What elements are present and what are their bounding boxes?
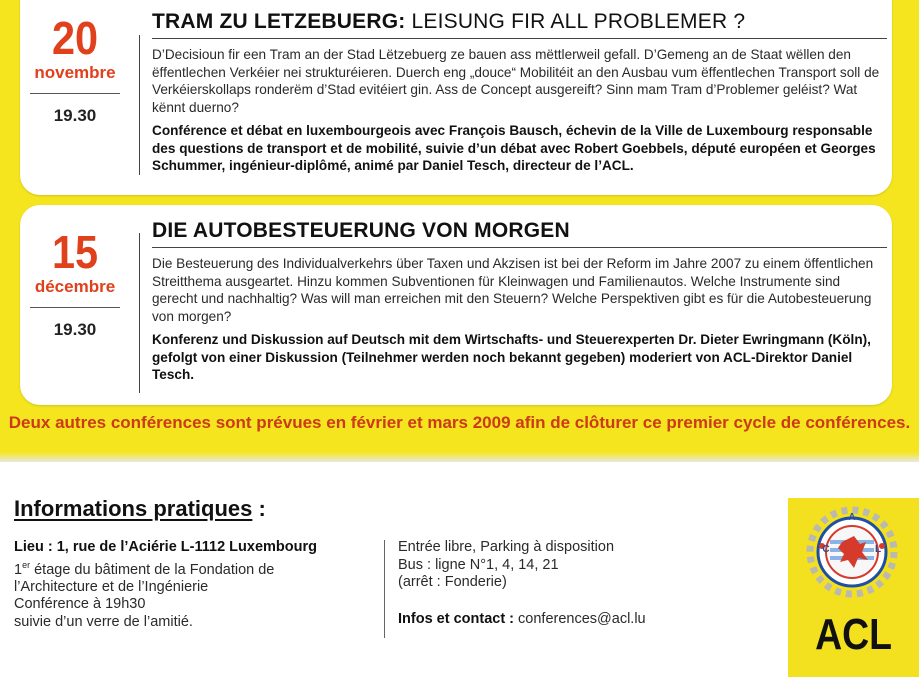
info-line-4: Conférence à 19h30 [14,596,146,613]
info-line-3: l’Architecture et de l’Ingénierie [14,578,209,595]
info-floor [14,557,364,579]
event-1-details: Conférence et débat en luxembourgeois avec François Bausch, échevin de la Ville de Luxembourg responsable des questions de transport et de mobilité, suivie d’un débat avec Robert Goebbels, député européen et Georges Schummer, ingénieur-diplômé, animé par Daniel Tesch, directeur de l’ACL. [152,123,876,173]
emblem-letter-a: A [848,512,856,523]
event-2-title-rule [152,247,887,248]
acl-logo [788,498,919,677]
event-1-title-main: TRAM ZU LETZEBUERG: [152,10,406,33]
event-2-details: Konferenz und Diskussion auf Deutsch mit dem Wirtschafts- und Steuerexperten Dr. Dieter Ewringmann (Köln), gefolgt von einer Diskussion (Teilnehmer werden noch bekannt gegeben) moderiert von ACL-Direktor Daniel Tesch. [152,332,871,382]
info-entry: Entrée libre, Parking à disposition [398,539,615,555]
event-1-time: 19.30 [53,106,97,125]
event-1-title-rest: LEISUNG FIR ALL PROBLEMER ? [405,10,746,33]
info-line-5: suivie d’un verre de l’amitié. [14,613,193,630]
event-1-day: 20 [51,12,99,64]
footer-note: Deux autres conférences sont prévues en février et mars 2009 afin de clôturer ce premier cycle de conférences. [8,413,911,432]
info-title-suffix: : [252,496,266,521]
event-2-day: 15 [51,226,99,278]
event-1-description: D’Decisioun fir een Tram an der Stad Lëtzebuerg ze bauen ass mëttlerweil gefall. D’Gemeng an de Staat wëllen den ëffentlechen Verkéier nei strukturéieren. Duerch eng „douce“ Mobilitéit an den Ausbau vum ëffentlechen Transport soll de Verkéierskollaps ronderëm d’Stad evitéiert gin. Ass de Concept ausgereift? Sinn mam Tram d’Problemer geléist? Wat kënnt duerno? [152,47,880,115]
info-title-text: Informations pratiques [14,496,253,521]
event-2-vertical-divider [139,233,140,393]
event-1-date [20,12,130,126]
info-contact [398,611,768,629]
event-1-vertical-divider [139,35,140,175]
event-card-2 [20,205,892,405]
info-lieu: Lieu : 1, rue de l’Aciérie L-1112 Luxembourg [14,539,317,555]
event-2-time: 19.30 [53,320,97,339]
emblem-letter-l: L [874,544,882,555]
info-vertical-divider [384,540,385,638]
event-card-1 [20,0,892,195]
emblem-letter-c: C [822,544,830,555]
event-1-title-rule [152,38,887,39]
event-1-date-divider [30,93,120,94]
info-title [14,496,266,522]
info-floor-sup: er [22,559,31,570]
event-1-title [152,10,887,34]
event-2-date [20,226,130,340]
event-2-title [152,219,887,243]
info-floor-num: 1 [14,561,23,578]
info-contact-email[interactable]: conferences@acl.lu [514,610,646,627]
event-2-description: Die Besteuerung des Individualverkehrs über Taxen und Akzisen ist bei der Reform im Jahre 2007 zu einem öffentlichen Streitthema ausgeartet. Hinzu kommen Subventionen für Kleinwagen und Familienautos. Welche Instrumente sind gerecht und nachhaltig? Was will man erreichen mit den Steuern? Welche Perspektiven gibt es für die Autobesteuerung von morgen? [152,256,874,324]
band-bottom-edge [0,452,919,462]
event-1-content [152,10,887,175]
acl-emblem-icon [788,498,919,613]
info-floor-rest: étage du bâtiment de la Fondation de [30,561,275,578]
info-location-block [14,539,364,631]
event-1-month: novembre [34,63,116,82]
info-stop: (arrêt : Fonderie) [398,574,507,590]
event-2-month: décembre [34,277,116,296]
event-2-content [152,219,887,384]
event-2-title-main: DIE AUTOBESTEUERUNG VON MORGEN [152,219,570,242]
info-contact-label: Infos et contact : [398,610,515,627]
acl-logo-text: ACL [815,610,892,659]
info-bus: Bus : ligne N°1, 4, 14, 21 [398,556,559,573]
info-access-block [398,539,768,628]
event-2-date-divider [30,307,120,308]
